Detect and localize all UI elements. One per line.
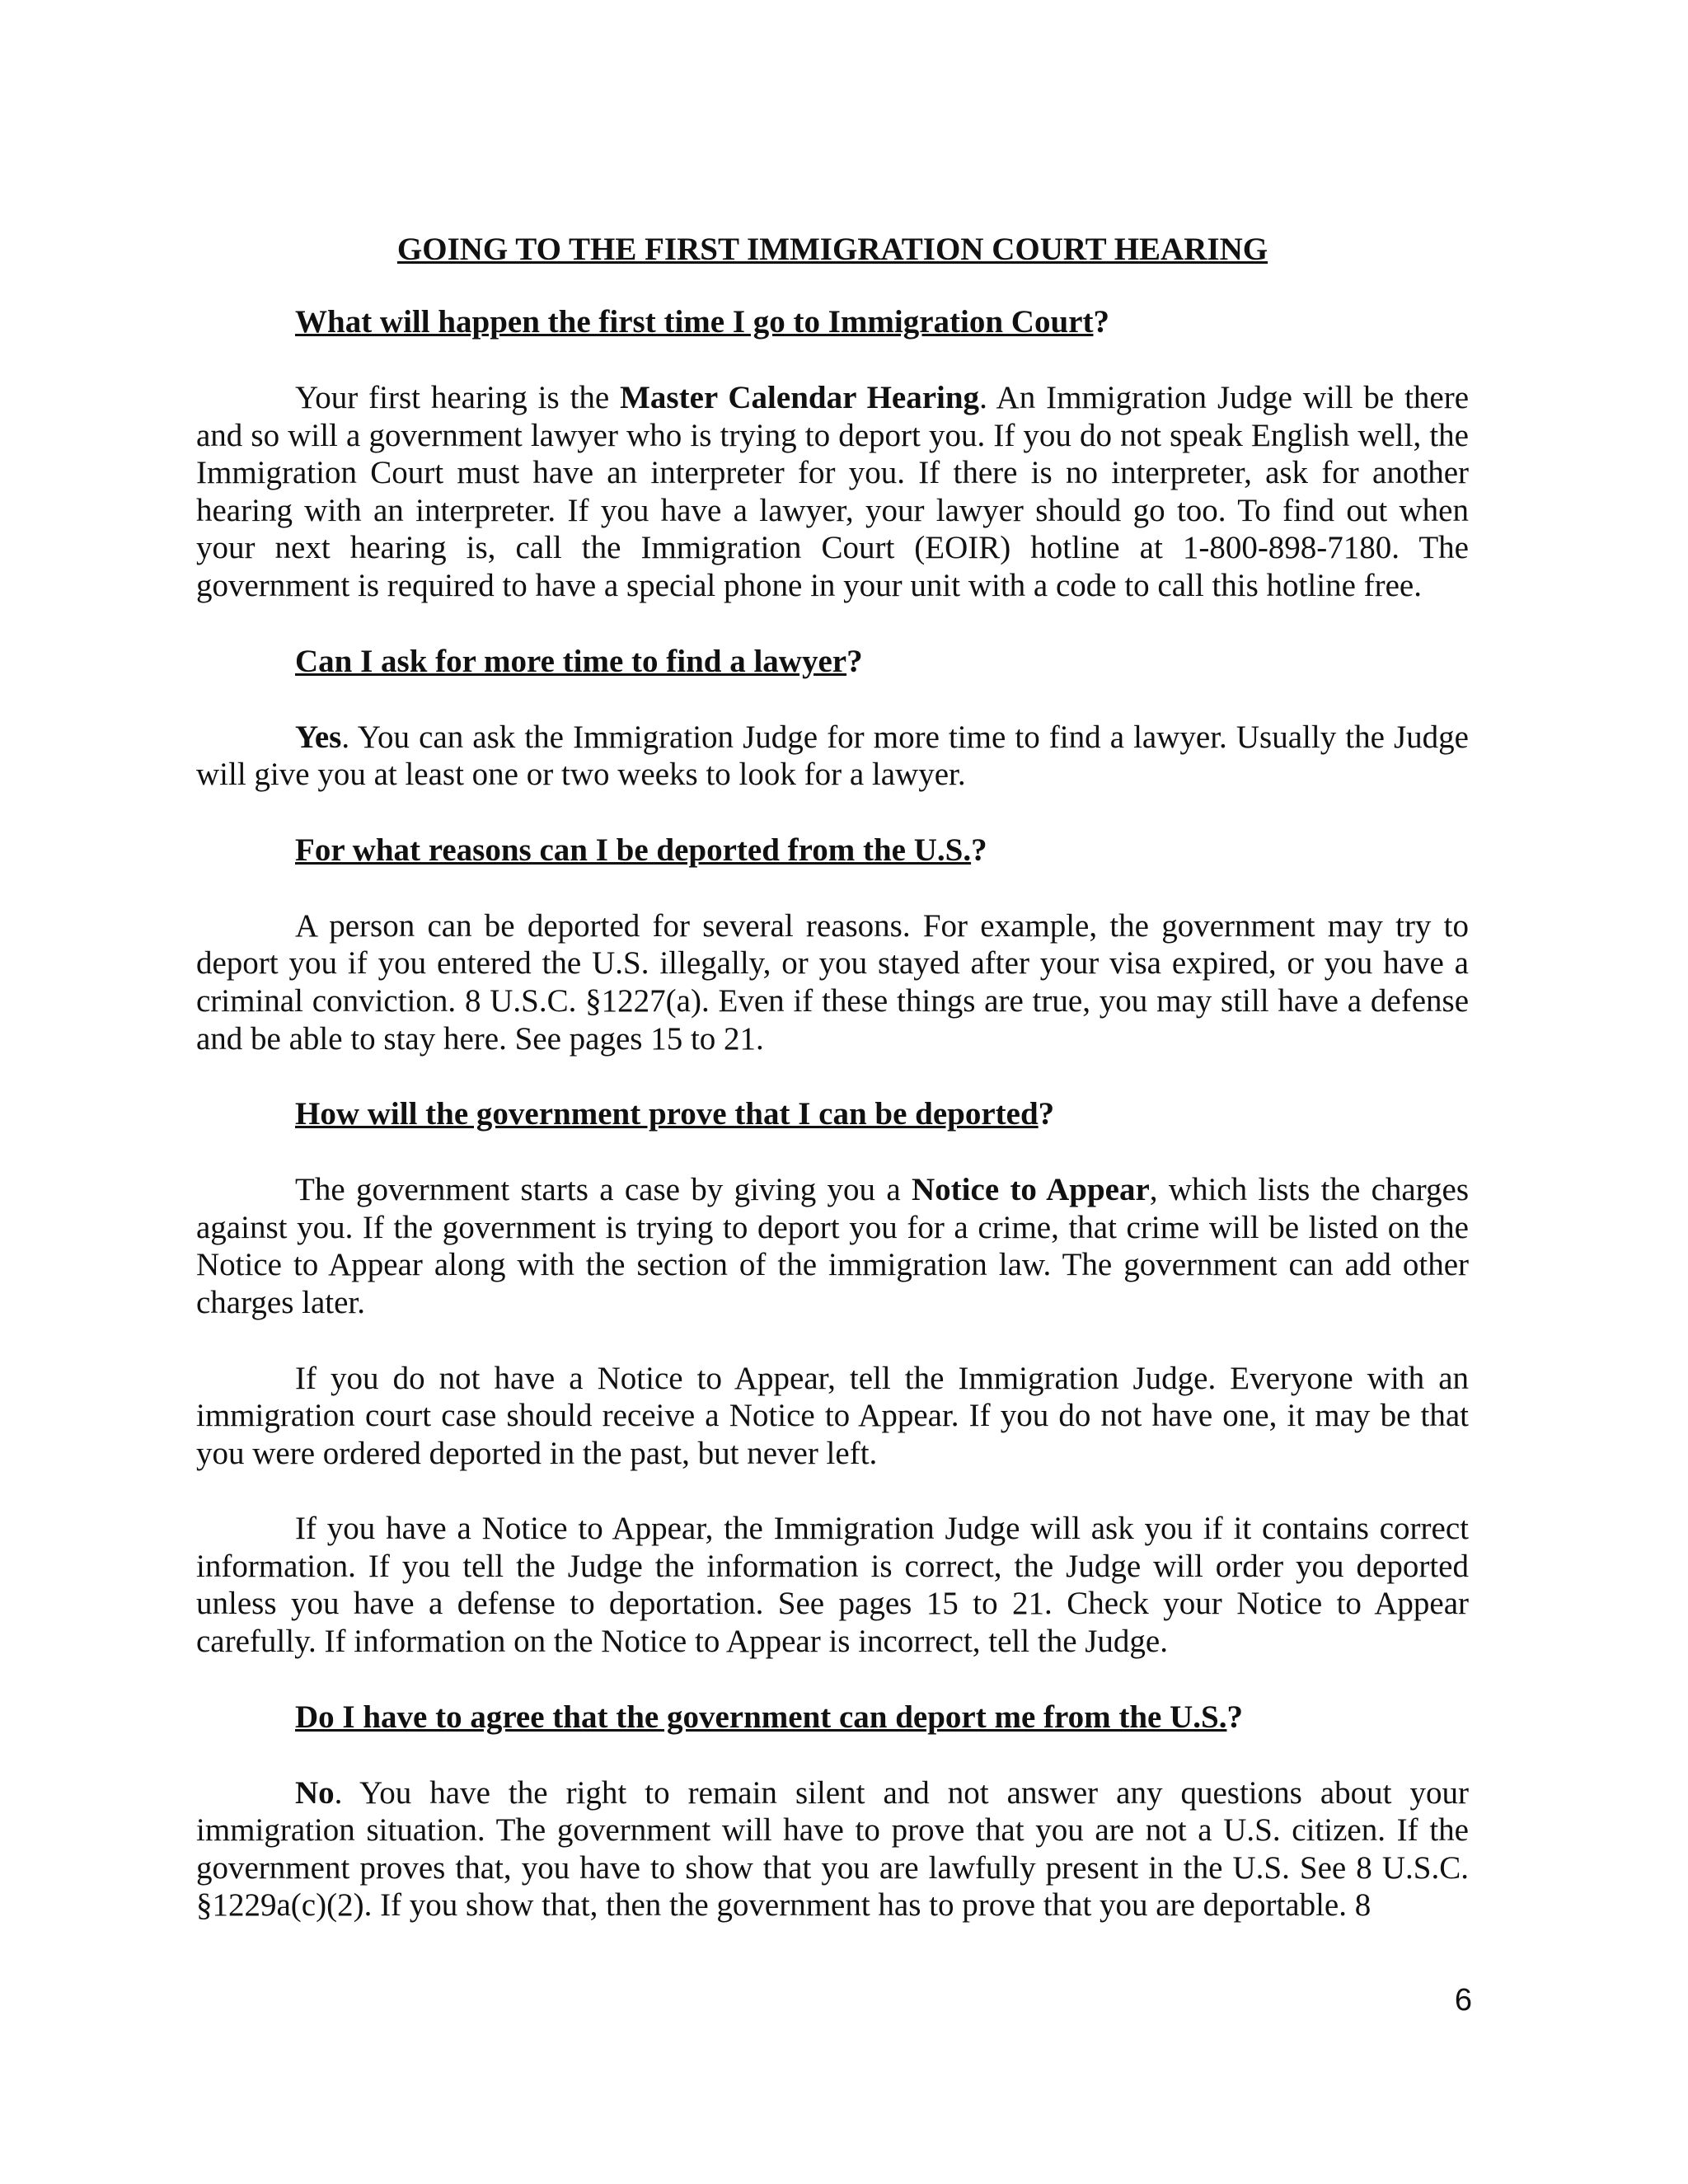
paragraph-bold-term: Notice to Appear — [912, 1172, 1150, 1208]
paragraph-rest: , which lists the charges against you. If the government is trying to deport you for a crime, that crime will be listed on the Notice to Appear along with the section of the immigration law. The government can add other charges later. — [196, 1172, 1469, 1320]
paragraph — [196, 1360, 1469, 1473]
paragraph — [196, 379, 1469, 605]
paragraph-bold-term: No — [295, 1774, 335, 1811]
paragraph-bold-term: Yes — [295, 719, 342, 755]
section-question — [196, 1095, 1469, 1133]
question-mark: ? — [1093, 304, 1109, 340]
paragraph-rest: . You can ask the Immigration Judge for more time to find a lawyer. Usually the Judge will give you at least one or two weeks to look for a lawyer. — [196, 719, 1469, 793]
paragraph — [196, 719, 1469, 794]
paragraph-lead: Your first hearing is the — [295, 380, 621, 415]
paragraph-lead: The government starts a case by giving you a — [295, 1172, 912, 1208]
paragraph — [196, 907, 1469, 1057]
page-number: 6 — [1454, 1983, 1472, 2018]
question-text: What will happen the first time I go to Immigration Court — [295, 304, 1094, 340]
section-question — [196, 303, 1469, 341]
question-text: Do I have to agree that the government can deport me from the U.S. — [295, 1699, 1227, 1735]
paragraph-lead: If you have a Notice to Appear, the Immigration Judge will ask you if it contains correct information. If you tell the Judge the information is correct, the Judge will order you deported unless you have a defense to deportation. See pages 15 to 21. Check your Notice to Appear carefully. If information on the Notice to Appear is incorrect, tell the Judge. — [196, 1511, 1469, 1660]
paragraph-rest: . An Immigration Judge will be there and so will a government lawyer who is trying to deport you. If you do not speak English well, the Immigration Court must have an interpreter for you. If there is no interpreter, ask for another hearing with an interpreter. If you have a lawyer, your lawyer should go too. To find out when your next hearing is, call the Immigration Court (EOIR) hotline at 1-800-898-7180. The government is required to have a special phone in your unit with a code to call this hotline free. — [196, 380, 1470, 603]
paragraph-lead: If you do not have a Notice to Appear, tell the Immigration Judge. Everyone with an immigration court case should receive a Notice to Appear. If you do not have one, it may be that you were ordered deported in the past, but never left. — [196, 1360, 1469, 1471]
question-text: For what reasons can I be deported from the U.S. — [295, 832, 972, 868]
paragraph-rest: . You have the right to remain silent and not answer any questions about your immigration situation. The government will have to prove that you are not a U.S. citizen. If the government proves that, you have to show that you are lawfully present in the U.S. See 8 U.S.C. §1229a(c)(2). If you show that, then the government has to prove that you are deportable. 8 — [196, 1774, 1469, 1924]
page-title: GOING TO THE FIRST IMMIGRATION COURT HEARING — [396, 232, 1268, 267]
question-mark: ? — [1038, 1096, 1055, 1132]
question-mark: ? — [1226, 1699, 1243, 1735]
section-question — [196, 1699, 1469, 1736]
section-question — [196, 643, 1469, 681]
paragraph-bold-term: Master Calendar Hearing — [620, 380, 980, 415]
paragraph — [196, 1171, 1469, 1321]
question-mark: ? — [846, 643, 863, 679]
question-text: Can I ask for more time to find a lawyer — [295, 643, 847, 679]
paragraph — [196, 1510, 1469, 1660]
page-body — [196, 231, 1469, 1962]
question-text: How will the government prove that I can be deported — [295, 1096, 1039, 1132]
section-question — [196, 832, 1469, 869]
paragraph-lead: A person can be deported for several reasons. For example, the government may try to deport you if you entered the U.S. illegally, or you stayed after your visa expired, or you have a criminal conviction. 8 U.S.C. §1227(a). Even if these things are true, you may still have a defense and be able to stay here. See pages 15 to 21. — [196, 907, 1469, 1057]
paragraph — [196, 1774, 1469, 1924]
question-mark: ? — [971, 832, 987, 868]
